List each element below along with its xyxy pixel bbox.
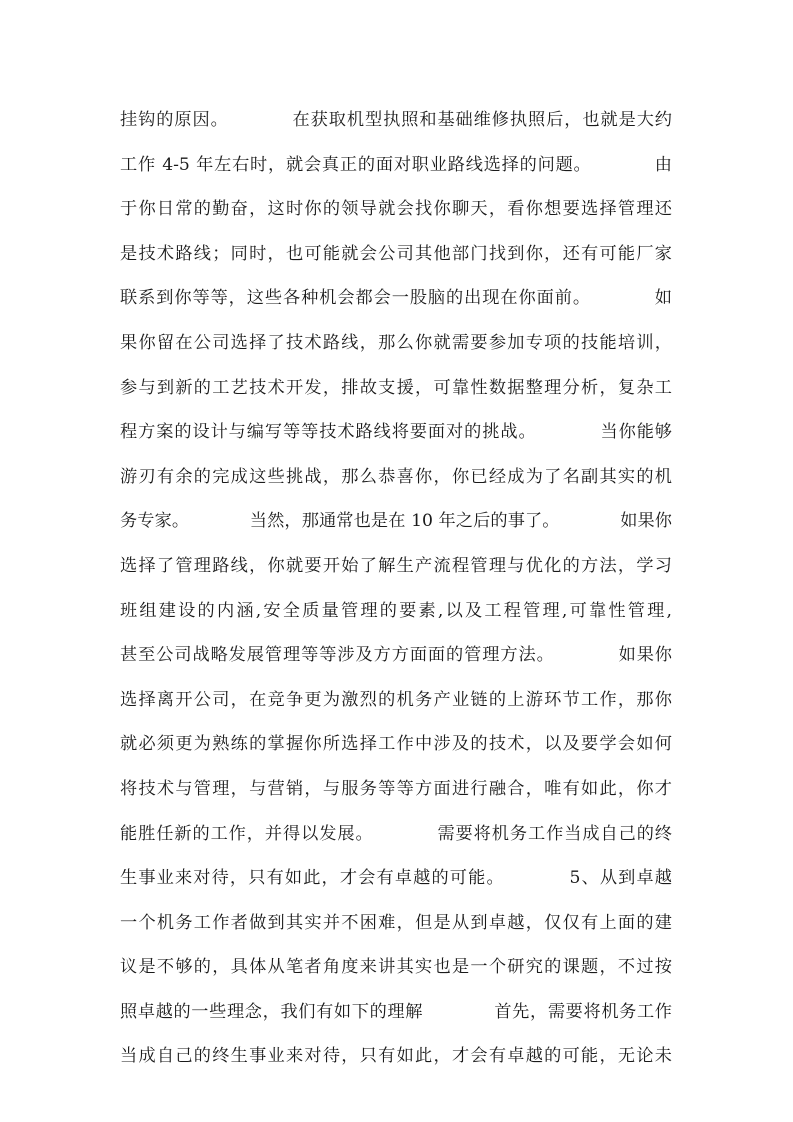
text-line-3: 于你日常的勤奋，这时你的领导就会找你聊天，看你想要选择管理还 — [120, 199, 672, 220]
text-line-1: 挂钩的原因。 在获取机型执照和基础维修执照后，也就是大约 — [120, 110, 672, 130]
text-line-12: 班组建设的内涵,安全质量管理的要素,以及工程管理,可靠性管理, — [120, 600, 672, 621]
text-line-4: 是技术路线；同时，也可能就会公司其他部门找到你，还有可能厂家 — [120, 243, 672, 264]
text-line-17: 能胜任新的工作，并得以发展。 需要将机务工作当成自己的终 — [120, 823, 672, 844]
body-text — [120, 98, 672, 1079]
text-line-2: 工作 4-5 年左右时，就会真正的面对职业路线选择的问题。 由 — [120, 154, 672, 175]
text-line-9: 游刃有余的完成这些挑战，那么恭喜你，你已经成为了名副其实的机 — [120, 466, 672, 487]
text-line-22: 当成自己的终生事业来对待，只有如此，才会有卓越的可能，无论未 — [120, 1046, 672, 1067]
text-line-7: 参与到新的工艺技术开发，排故支援，可靠性数据整理分析，复杂工 — [120, 377, 672, 398]
text-line-8: 程方案的设计与编写等等技术路线将要面对的挑战。 当你能够 — [120, 422, 672, 443]
text-line-16: 将技术与管理，与营销，与服务等等方面进行融合，唯有如此，你才 — [120, 778, 672, 799]
text-line-13: 甚至公司战略发展管理等等涉及方方面面的管理方法。 如果你 — [120, 645, 672, 666]
text-line-10: 务专家。 当然，那通常也是在 10 年之后的事了。 如果你 — [120, 511, 672, 532]
text-line-19: 一个机务工作者做到其实并不困难，但是从到卓越，仅仅有上面的建 — [120, 912, 672, 933]
text-line-14: 选择离开公司，在竞争更为激烈的机务产业链的上游环节工作，那你 — [120, 689, 672, 710]
text-line-5: 联系到你等等，这些各种机会都会一股脑的出现在你面前。 如 — [120, 288, 672, 309]
text-line-18: 生事业来对待，只有如此，才会有卓越的可能。 5、从到卓越 — [120, 868, 672, 889]
text-line-11: 选择了管理路线，你就要开始了解生产流程管理与优化的方法，学习 — [120, 555, 672, 576]
text-line-15: 就必须更为熟练的掌握你所选择工作中涉及的技术，以及要学会如何 — [120, 734, 672, 755]
text-line-21: 照卓越的一些理念，我们有如下的理解 首先，需要将机务工作 — [120, 1001, 672, 1022]
text-line-20: 议是不够的，具体从笔者角度来讲其实也是一个研究的课题，不过按 — [120, 957, 672, 978]
text-line-6: 果你留在公司选择了技术路线，那么你就需要参加专项的技能培训， — [120, 332, 672, 353]
